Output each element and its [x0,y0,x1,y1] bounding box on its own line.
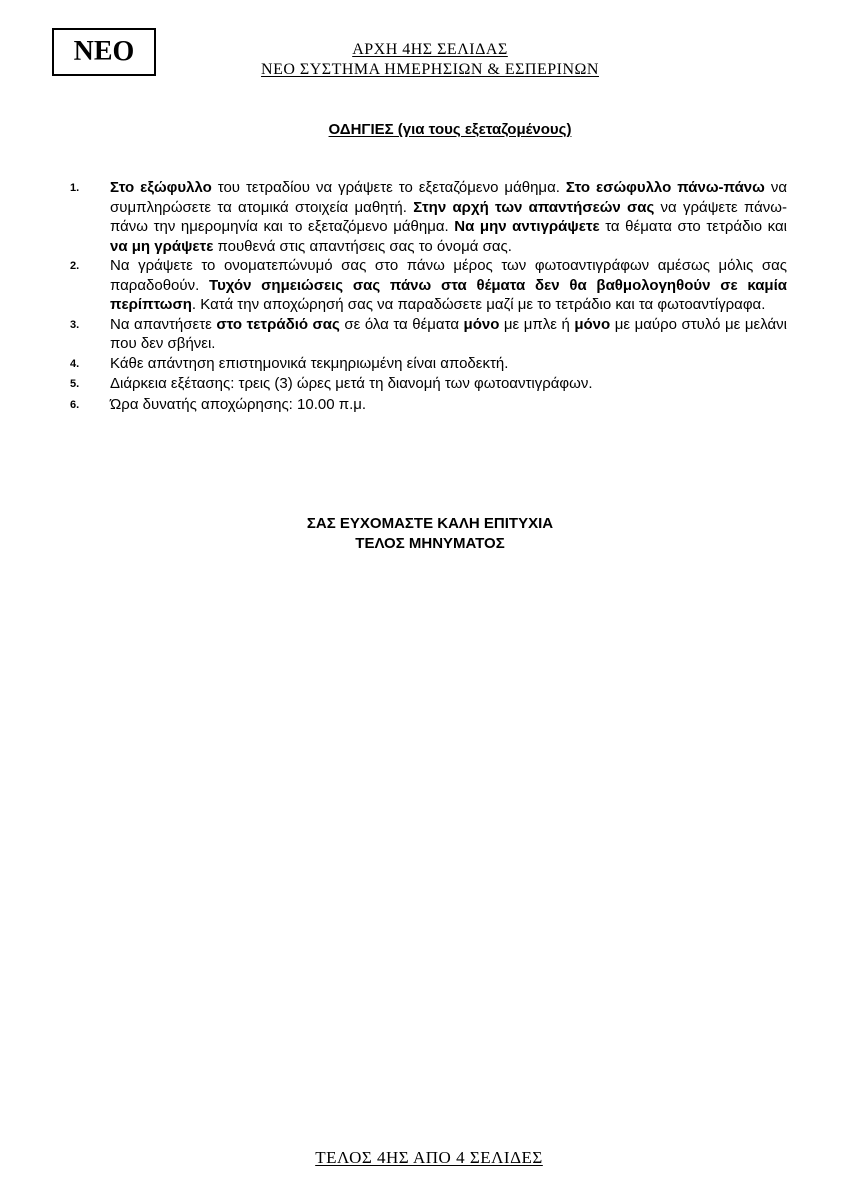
instruction-number: 4. [70,357,80,370]
instruction-number: 2. [70,260,80,272]
instruction-item [70,354,787,375]
instruction-emphasis: Στο εσώφυλλο πάνω-πάνω [565,179,765,196]
closing-message [0,514,848,554]
instruction-text [110,354,787,375]
instruction-plain: Να γράψετε το ονοματεπώνυμό σας στο πάνω μέρος των φωτοαντιγράφων αμέσως μόλις σας παραδοθούν. [110,257,787,294]
instruction-text [110,395,787,416]
instruction-plain: να συμπληρώσετε τα ατομικά στοιχεία μαθητή. [110,179,787,216]
good-luck-text: ΣΑΣ ΕΥΧΟΜΑΣΤΕ ΚΑΛΗ ΕΠΙΤΥΧΙΑ [306,515,554,532]
instruction-text [110,374,787,395]
instruction-plain: Διάρκεια εξέτασης: τρεις (3) ώρες μετά τη διανομή των φωτοαντιγράφων. [110,375,593,392]
instruction-item [70,395,787,416]
instruction-plain: . Κατά την αποχώρησή σας να παραδώσετε μαζί με το τετράδιο και τα φωτοαντίγραφα. [191,296,766,313]
instructions-list [70,178,787,415]
instruction-emphasis: Στην αρχή των απαντήσεών σας [413,198,655,216]
instruction-plain: του τετραδίου να γράψετε το εξεταζόμενο μάθημα. [211,179,566,196]
new-system-badge [52,28,156,76]
instruction-plain: με μαύρο στυλό με μελάνι που δεν σβήνει. [110,315,787,352]
instruction-plain: τα θέματα στο τετράδιο και [599,218,787,235]
instruction-text [110,178,787,256]
instruction-number: 5. [70,378,80,390]
instruction-plain: Να απαντήσετε [110,315,217,333]
instruction-item [70,256,787,315]
instruction-plain: Ώρα δυνατής αποχώρησης: 10.00 π.μ. [110,395,367,413]
instruction-item [70,315,787,354]
instruction-emphasis: Τυχόν σημειώσεις σας πάνω στα θέματα δεν θα βαθμολογηθούν σε καμία περίπτωση [110,276,787,313]
instruction-number: 3. [70,318,80,331]
instruction-plain: να γράψετε πάνω-πάνω την ημερομηνία και το εξεταζόμενο μάθημα. [110,198,788,235]
instruction-emphasis: στο τετράδιό σας [216,315,340,333]
end-of-message-text: ΤΕΛΟΣ ΜΗΝΥΜΑΤΟΣ [355,535,505,552]
instruction-emphasis: Στο εξώφυλλο [110,179,212,196]
instruction-text [110,315,787,354]
badge-label: ΝΕΟ [73,36,135,67]
instruction-text [110,256,787,315]
instruction-plain: πουθενά στις απαντήσεις σας το όνομά σας. [213,237,512,255]
page-footer: ΤΕΛΟΣ 4ΗΣ ΑΠΟ 4 ΣΕΛΙΔΕΣ [315,1148,543,1167]
instruction-item [70,374,787,395]
instruction-emphasis: να μη γράψετε [110,237,214,255]
system-label: ΝΕΟ ΣΥΣΤΗΜΑ ΗΜΕΡΗΣΙΩΝ & ΕΣΠΕΡΙΝΩΝ [261,61,599,78]
instruction-plain: Κάθε απάντηση επιστημονικά τεκμηριωμένη είναι αποδεκτή. [110,354,509,372]
instruction-emphasis: Να μην αντιγράψετε [454,218,600,235]
instruction-item [70,178,787,256]
instruction-emphasis: μόνο [463,315,500,333]
instructions-title: ΟΔΗΓΙΕΣ (για τους εξεταζομένους) [328,121,572,138]
instruction-emphasis: μόνο [574,315,611,333]
instruction-number: 6. [70,398,80,411]
instruction-plain: με μπλε ή [499,315,575,333]
instruction-number: 1. [70,182,80,194]
instruction-plain: σε όλα τα θέματα [339,315,464,333]
page-header [230,40,630,80]
page-start-label: ΑΡΧΗ 4ΗΣ ΣΕΛΙΔΑΣ [352,41,508,58]
